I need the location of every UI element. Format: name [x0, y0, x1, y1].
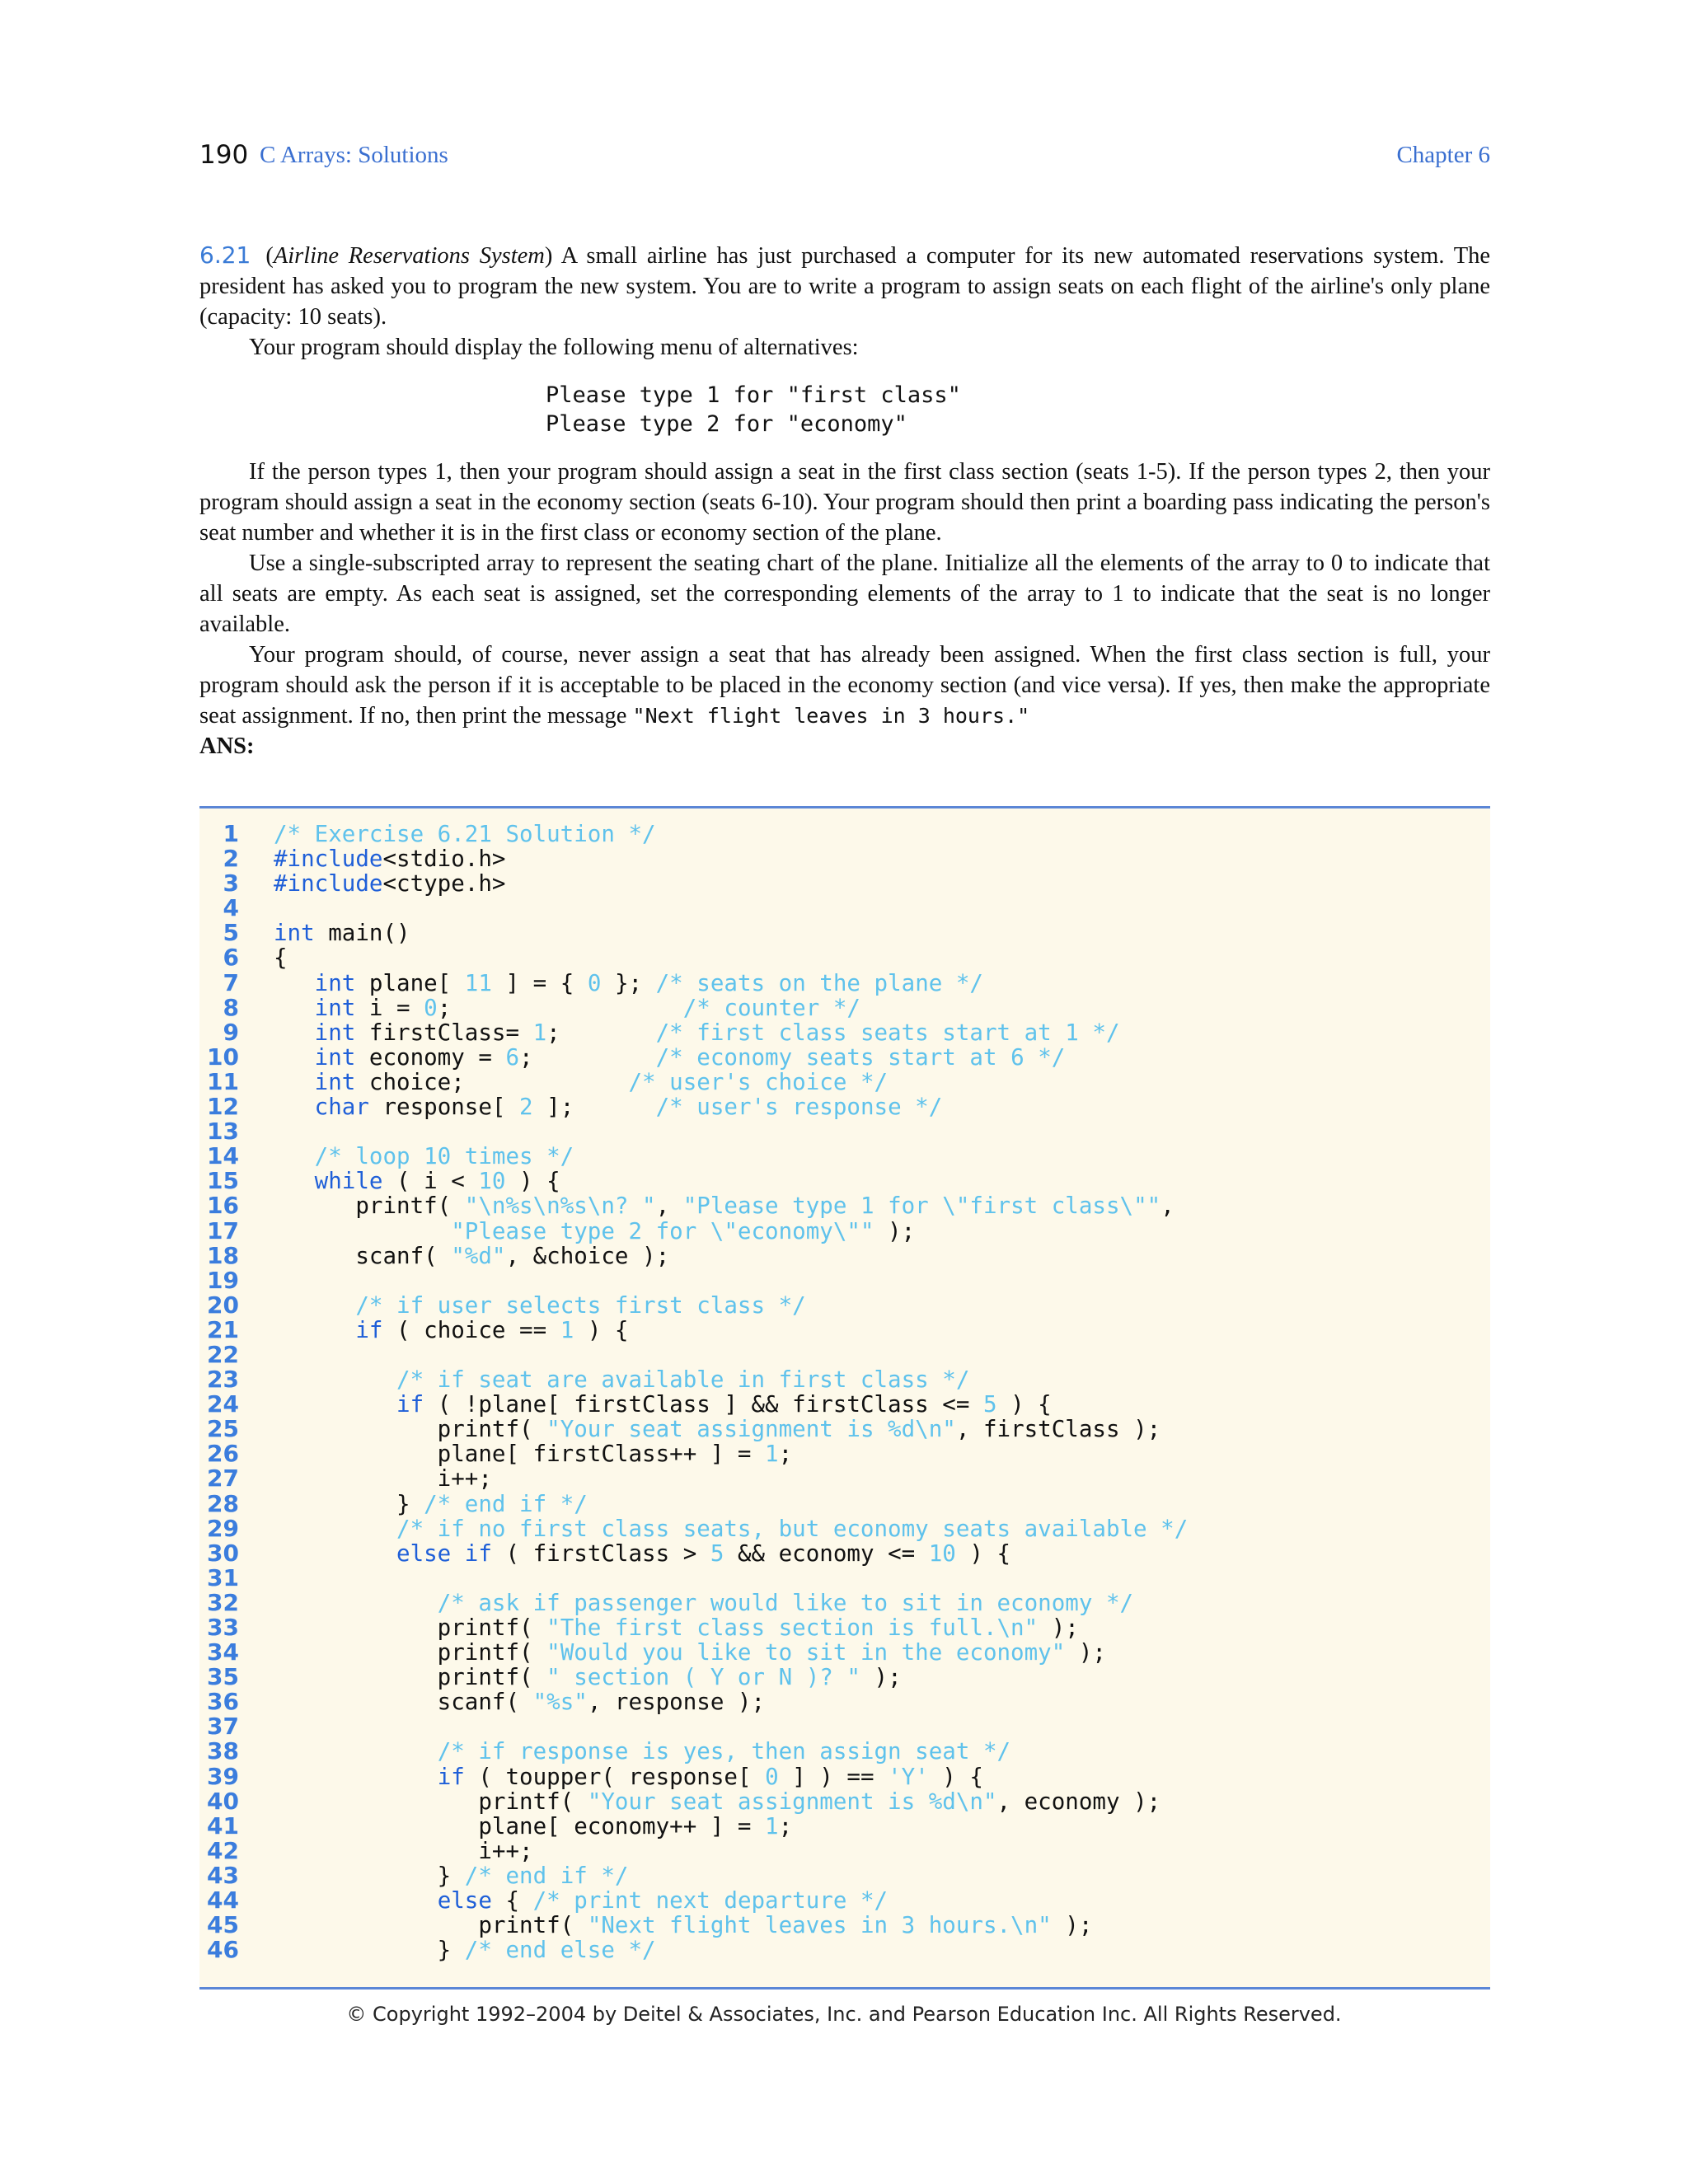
code-token: ; [519, 1043, 656, 1071]
code-line [199, 1268, 1188, 1293]
code-token: /* if seat are available in first class */ [396, 1366, 970, 1394]
code-token [274, 1168, 315, 1194]
code-line [199, 945, 1188, 970]
code-token: /* user's choice */ [628, 1068, 889, 1095]
code-token: i++; [274, 1465, 492, 1493]
code-line [199, 1690, 1188, 1714]
code-token: ( firstClass > [491, 1540, 710, 1567]
code-token: if [396, 1391, 424, 1418]
code-token: choice; [355, 1068, 629, 1095]
line-number: 46 [207, 1936, 239, 1964]
code-token: printf( [274, 1416, 547, 1443]
code-token: ] = { [491, 969, 588, 996]
code-text [274, 1169, 560, 1193]
code-token [274, 1366, 396, 1393]
code-text [274, 1888, 888, 1913]
code-token: "Would you like to sit in the economy" [546, 1639, 1066, 1666]
code-token: plane[ economy++ ] = [274, 1812, 766, 1840]
code-token: ); [1065, 1639, 1106, 1666]
code-token: ); [1051, 1912, 1093, 1939]
exercise-number: 6.21 [199, 241, 251, 269]
code-token: 1 [532, 1019, 547, 1046]
code-line [199, 1563, 1188, 1591]
line-number: 40 [207, 1787, 239, 1815]
code-line [199, 993, 1188, 1021]
line-number: 13 [207, 1118, 239, 1146]
paragraph-3: Use a single-subscripted array to represent the seating chart of the plane. Initialize all the elements of the array to 0 to indicate that all seats are empty. As each seat is assigned, set the corresponding elements of the array to 1 to indicate that the seat is no longer available. [199, 551, 1490, 637]
code-text [274, 1219, 915, 1244]
code-token: 10 [478, 1168, 506, 1195]
code-token [274, 1540, 396, 1567]
code-token: , [1160, 1193, 1175, 1220]
code-token: , [655, 1193, 683, 1220]
code-token: ( toupper( response[ [464, 1763, 766, 1790]
code-text [274, 1938, 656, 1962]
code-line [199, 1615, 1188, 1640]
code-line [199, 1340, 1188, 1368]
code-line [199, 1315, 1188, 1343]
code-text [274, 945, 288, 970]
code-line [199, 822, 1188, 846]
line-number: 24 [207, 1390, 239, 1418]
line-number: 7 [223, 968, 239, 996]
line-number: 17 [207, 1216, 239, 1244]
line-number: 28 [207, 1489, 239, 1517]
code-text [274, 996, 860, 1020]
code-line [199, 1417, 1188, 1441]
line-number: 23 [207, 1366, 239, 1394]
code-line [199, 1489, 1188, 1517]
next-flight-message: "Next flight leaves in 3 hours." [632, 704, 1030, 728]
code-text [274, 1765, 983, 1789]
code-text [274, 871, 505, 896]
code-token: /* counter */ [682, 994, 860, 1021]
code-text [274, 1789, 1160, 1814]
code-token: i++; [274, 1837, 533, 1864]
code-token: if [437, 1763, 465, 1790]
code-token [274, 1094, 315, 1120]
code-token: <ctype.h> [382, 870, 506, 898]
line-number: 1 [223, 820, 239, 847]
code-text [274, 822, 656, 846]
page-number: 190 [199, 140, 249, 170]
code-token: <stdio.h> [382, 846, 506, 873]
line-number: 19 [207, 1266, 239, 1294]
code-token: /* economy seats start at 6 */ [655, 1043, 1066, 1071]
code-token [274, 1143, 315, 1169]
code-token: "Next flight leaves in 3 hours.\n" [587, 1912, 1052, 1939]
code-token [274, 1764, 438, 1790]
code-text [274, 1492, 588, 1516]
code-token: 11 [464, 969, 492, 996]
code-token: /* end else */ [464, 1937, 656, 1964]
code-token: " section ( Y or N )? " [546, 1664, 860, 1691]
code-token [274, 1516, 396, 1542]
code-line [199, 1392, 1188, 1417]
code-token: /* loop 10 times */ [314, 1143, 574, 1170]
code-text [274, 1913, 1092, 1938]
line-number: 2 [223, 845, 239, 873]
code-token: ) { [505, 1168, 560, 1195]
code-line [199, 1119, 1188, 1144]
code-token: /* if user selects first class */ [355, 1291, 806, 1319]
code-text [274, 1615, 1079, 1640]
code-token: printf( [274, 1639, 547, 1666]
code-text [274, 1441, 792, 1466]
line-number: 31 [207, 1563, 239, 1591]
code-text [274, 1094, 942, 1119]
code-token: /* if no first class seats, but economy seats available */ [396, 1515, 1189, 1542]
code-line [199, 1665, 1188, 1690]
code-token: int [314, 1019, 356, 1046]
code-token: ) { [996, 1391, 1052, 1418]
code-line [199, 1762, 1188, 1790]
code-text [274, 1244, 669, 1268]
code-line [199, 1441, 1188, 1466]
code-token: , &choice ); [505, 1242, 670, 1269]
code-token: ); [874, 1217, 916, 1244]
code-token: "\n%s\n%s\n? " [464, 1193, 656, 1220]
line-number: 25 [207, 1415, 239, 1443]
code-token: } [274, 1937, 465, 1964]
line-number: 14 [207, 1142, 239, 1170]
menu-intro: Your program should display the following menu of alternatives: [249, 335, 859, 360]
code-token: plane[ [355, 969, 465, 996]
code-text [274, 1863, 628, 1888]
line-number: 9 [223, 1018, 239, 1046]
code-token: /* seats on the plane */ [655, 969, 983, 996]
code-token [274, 1292, 355, 1319]
code-token [274, 1044, 315, 1071]
code-line [199, 1466, 1188, 1491]
code-token: response[ [368, 1094, 520, 1121]
line-number: 34 [207, 1638, 239, 1666]
code-token: 5 [982, 1391, 997, 1418]
line-number: 41 [207, 1811, 239, 1840]
code-token: ]; [532, 1094, 656, 1121]
code-token: if [355, 1316, 383, 1343]
code-text [274, 1640, 1106, 1665]
code-line [199, 896, 1188, 921]
code-token: "%d" [451, 1242, 506, 1269]
code-token: #include [274, 870, 383, 898]
code-token: "Please type 2 for \"economy\"" [451, 1217, 874, 1244]
code-token: 6 [505, 1043, 520, 1071]
code-token: ( choice == [382, 1316, 560, 1343]
code-text [274, 1839, 533, 1863]
menu-line-1: Please type 1 for "first class" [546, 382, 961, 408]
code-token: scanf( [274, 1242, 452, 1269]
code-token: i = [355, 994, 424, 1021]
line-number: 26 [207, 1440, 239, 1468]
code-token: { [274, 944, 288, 972]
code-token: else [437, 1887, 492, 1915]
code-text [274, 1318, 629, 1343]
chapter-label: Chapter 6 [1396, 142, 1490, 168]
code-token: ) { [574, 1316, 629, 1343]
line-number: 12 [207, 1093, 239, 1121]
code-token: ); [1038, 1615, 1079, 1641]
code-token: 0 [765, 1763, 779, 1790]
code-line [199, 1094, 1188, 1119]
code-token: 0 [424, 994, 438, 1021]
line-number: 15 [207, 1167, 239, 1195]
code-token: firstClass= [355, 1019, 533, 1046]
code-line [199, 1789, 1188, 1814]
code-line [199, 1640, 1188, 1665]
code-text [274, 1193, 1175, 1218]
code-token: 1 [765, 1441, 779, 1468]
code-token: printf( [274, 1664, 547, 1691]
code-token: "Your seat assignment is %d\n" [546, 1416, 956, 1443]
code-token: ; [778, 1441, 793, 1468]
line-number: 29 [207, 1514, 239, 1542]
running-head [199, 140, 1490, 176]
code-lines [199, 822, 1188, 1962]
code-token: ; [437, 994, 683, 1021]
code-text [274, 1070, 888, 1094]
code-text [274, 1814, 792, 1839]
code-line [199, 1144, 1188, 1169]
code-token: , firstClass ); [955, 1416, 1161, 1443]
code-token: /* if response is yes, then assign seat */ [437, 1738, 1011, 1765]
code-token: 1 [560, 1316, 574, 1343]
code-token: int [274, 920, 315, 947]
code-token: printf( [274, 1615, 547, 1641]
line-number: 18 [207, 1241, 239, 1269]
code-token: "Please type 1 for \"first class\"" [682, 1193, 1161, 1220]
code-line [199, 871, 1188, 896]
code-text [274, 1045, 1065, 1070]
code-token: , response ); [587, 1689, 766, 1716]
code-token: ( !plane[ firstClass ] && firstClass <= [424, 1391, 983, 1418]
code-token: while [314, 1168, 383, 1195]
code-text [274, 1516, 1188, 1541]
code-token: char [314, 1094, 369, 1121]
code-line [199, 1067, 1188, 1095]
code-text [274, 1466, 492, 1491]
line-number: 37 [207, 1713, 239, 1741]
line-number: 22 [207, 1340, 239, 1368]
code-line [199, 846, 1188, 871]
line-number: 5 [223, 919, 239, 947]
line-number: 42 [207, 1836, 239, 1864]
code-token: ] ) == [778, 1763, 889, 1790]
code-line [199, 1739, 1188, 1764]
code-text [274, 971, 983, 996]
line-number: 27 [207, 1465, 239, 1493]
code-token: 10 [928, 1540, 956, 1567]
code-line [199, 1836, 1188, 1864]
line-number: 35 [207, 1663, 239, 1691]
line-number: 6 [223, 944, 239, 972]
code-token: ; [778, 1812, 793, 1840]
line-number: 4 [223, 894, 239, 922]
code-token: /* user's response */ [655, 1094, 943, 1121]
code-line [199, 1169, 1188, 1193]
code-token: 0 [587, 969, 602, 996]
menu-block [546, 381, 1490, 438]
code-text [274, 1293, 806, 1318]
copyright-notice: © Copyright 1992–2004 by Deitel & Associates, Inc. and Pearson Education Inc. All Rights Reserved. [346, 2003, 1342, 2026]
code-line [199, 1367, 1188, 1392]
code-text [274, 1367, 969, 1392]
code-token [274, 995, 315, 1021]
code-line [199, 1193, 1188, 1218]
code-line [199, 1293, 1188, 1318]
code-token: }; [601, 969, 656, 996]
line-number: 3 [223, 869, 239, 898]
code-text [274, 1665, 902, 1690]
code-text [274, 1144, 574, 1169]
code-token: } [274, 1490, 424, 1517]
code-text [274, 1392, 1052, 1417]
code-line [199, 1045, 1188, 1070]
exercise-text [199, 240, 1490, 762]
code-token: } [274, 1862, 465, 1889]
code-token: printf( [274, 1193, 465, 1220]
running-title: C Arrays: Solutions [260, 142, 448, 168]
line-number: 8 [223, 993, 239, 1021]
code-listing [199, 806, 1490, 1990]
code-token [274, 1391, 396, 1418]
code-token [274, 1317, 355, 1343]
code-token: /* Exercise 6.21 Solution */ [274, 821, 656, 847]
code-token: "The first class section is full.\n" [546, 1615, 1039, 1641]
code-token: economy = [355, 1043, 506, 1071]
paragraph-4 [199, 640, 1490, 731]
code-token: main() [314, 920, 410, 947]
line-number: 39 [207, 1762, 239, 1790]
line-number: 30 [207, 1539, 239, 1567]
code-token: int [314, 1068, 356, 1095]
code-token: ); [860, 1664, 902, 1691]
code-line [199, 1588, 1188, 1616]
code-text [274, 1417, 1160, 1441]
code-token: /* print next departure */ [532, 1887, 889, 1915]
code-line [199, 1714, 1188, 1739]
code-text [274, 1541, 1010, 1566]
menu-line-2: Please type 2 for "economy" [546, 411, 907, 437]
code-token [274, 1019, 315, 1046]
code-token: else if [396, 1540, 492, 1567]
code-line [199, 1516, 1188, 1541]
code-token: { [491, 1887, 533, 1915]
code-token: "Your seat assignment is %d\n" [587, 1788, 997, 1815]
code-line [199, 968, 1188, 996]
paragraph-4-text: Your program should, of course, never assign a seat that has already been assigned. When the first class section is full, your program should ask the person if it is acceptable to be placed in the economy section (and vice versa). If yes, then make the appropriate seat assignment. If no, then print the message [199, 642, 1490, 729]
code-text [274, 1739, 1010, 1764]
exercise-intro: 6.21 (Airline Reservations System) A small airline has just purchased a computer for its new automated reservations system. The president has asked you to program the new system. You are to write a program to assign seats on each flight of the airline's only plane (capacity: 10 seats). [199, 241, 1491, 330]
code-token: #include [274, 846, 383, 873]
line-number: 38 [207, 1737, 239, 1765]
code-token: 5 [710, 1540, 724, 1567]
code-token: /* ask if passenger would like to sit in economy */ [437, 1589, 1134, 1616]
code-text [274, 1020, 1120, 1045]
line-number: 36 [207, 1688, 239, 1716]
line-number: 45 [207, 1911, 239, 1939]
line-number: 33 [207, 1614, 239, 1641]
code-token: && economy <= [724, 1540, 929, 1567]
code-token [274, 1887, 438, 1914]
line-number: 10 [207, 1043, 239, 1071]
paragraph-2: If the person types 1, then your program should assign a seat in the first class section (seats 1-5). If the person types 2, then your program should assign a seat in the economy section (seats 6-10). Your program should then print a boarding pass indicating the person's seat number and whether it is in the first class or economy section of the plane. [199, 459, 1490, 546]
code-token [274, 1069, 315, 1095]
line-number: 11 [207, 1067, 239, 1095]
code-token: plane[ firstClass++ ] = [274, 1441, 766, 1468]
code-text [274, 921, 410, 945]
line-number: 20 [207, 1291, 239, 1319]
code-token: "%s" [532, 1689, 588, 1716]
line-number: 44 [207, 1886, 239, 1915]
code-token: ; [546, 1019, 656, 1046]
code-line [199, 1863, 1188, 1888]
code-token: /* first class seats start at 1 */ [655, 1019, 1120, 1046]
line-number: 21 [207, 1315, 239, 1343]
code-token [274, 1590, 438, 1616]
code-token [274, 1738, 438, 1765]
code-token: ) { [928, 1763, 983, 1790]
line-number: 16 [207, 1192, 239, 1220]
code-token: ) { [955, 1540, 1011, 1567]
code-token: int [314, 1043, 356, 1071]
code-line [199, 921, 1188, 945]
code-line [199, 1020, 1188, 1045]
code-line [199, 1938, 1188, 1962]
code-token: ( i < [382, 1168, 479, 1195]
code-token: scanf( [274, 1689, 533, 1716]
code-token [274, 970, 315, 996]
code-token: printf( [274, 1912, 588, 1939]
exercise-title: Airline Reservations System [273, 243, 545, 269]
exercise-intro-text: ) A small airline has just purchased a computer for its new automated reservations system. The president has asked you to program the new system. You are to write a program to assign seats on each flight of the airline's only plane (capacity: 10 seats). [199, 243, 1491, 330]
code-line [199, 1913, 1188, 1938]
code-token: , economy ); [996, 1788, 1161, 1815]
code-line [199, 1241, 1188, 1269]
code-line [199, 1811, 1188, 1840]
code-token: int [314, 969, 356, 996]
code-text [274, 1591, 1133, 1615]
code-token: 'Y' [888, 1763, 929, 1790]
code-text [274, 1690, 765, 1714]
code-token [274, 1218, 451, 1244]
code-token: /* end if */ [424, 1490, 588, 1517]
line-number: 32 [207, 1588, 239, 1616]
code-token: int [314, 994, 356, 1021]
line-number: 43 [207, 1861, 239, 1889]
code-token: 2 [519, 1094, 533, 1121]
code-token: 1 [765, 1812, 779, 1840]
code-token: /* end if */ [464, 1862, 629, 1889]
ans-label: ANS: [199, 733, 255, 759]
code-line [199, 1216, 1188, 1244]
code-token: printf( [274, 1788, 588, 1815]
code-text [274, 846, 505, 871]
code-line [199, 1888, 1188, 1913]
code-line [199, 1541, 1188, 1566]
